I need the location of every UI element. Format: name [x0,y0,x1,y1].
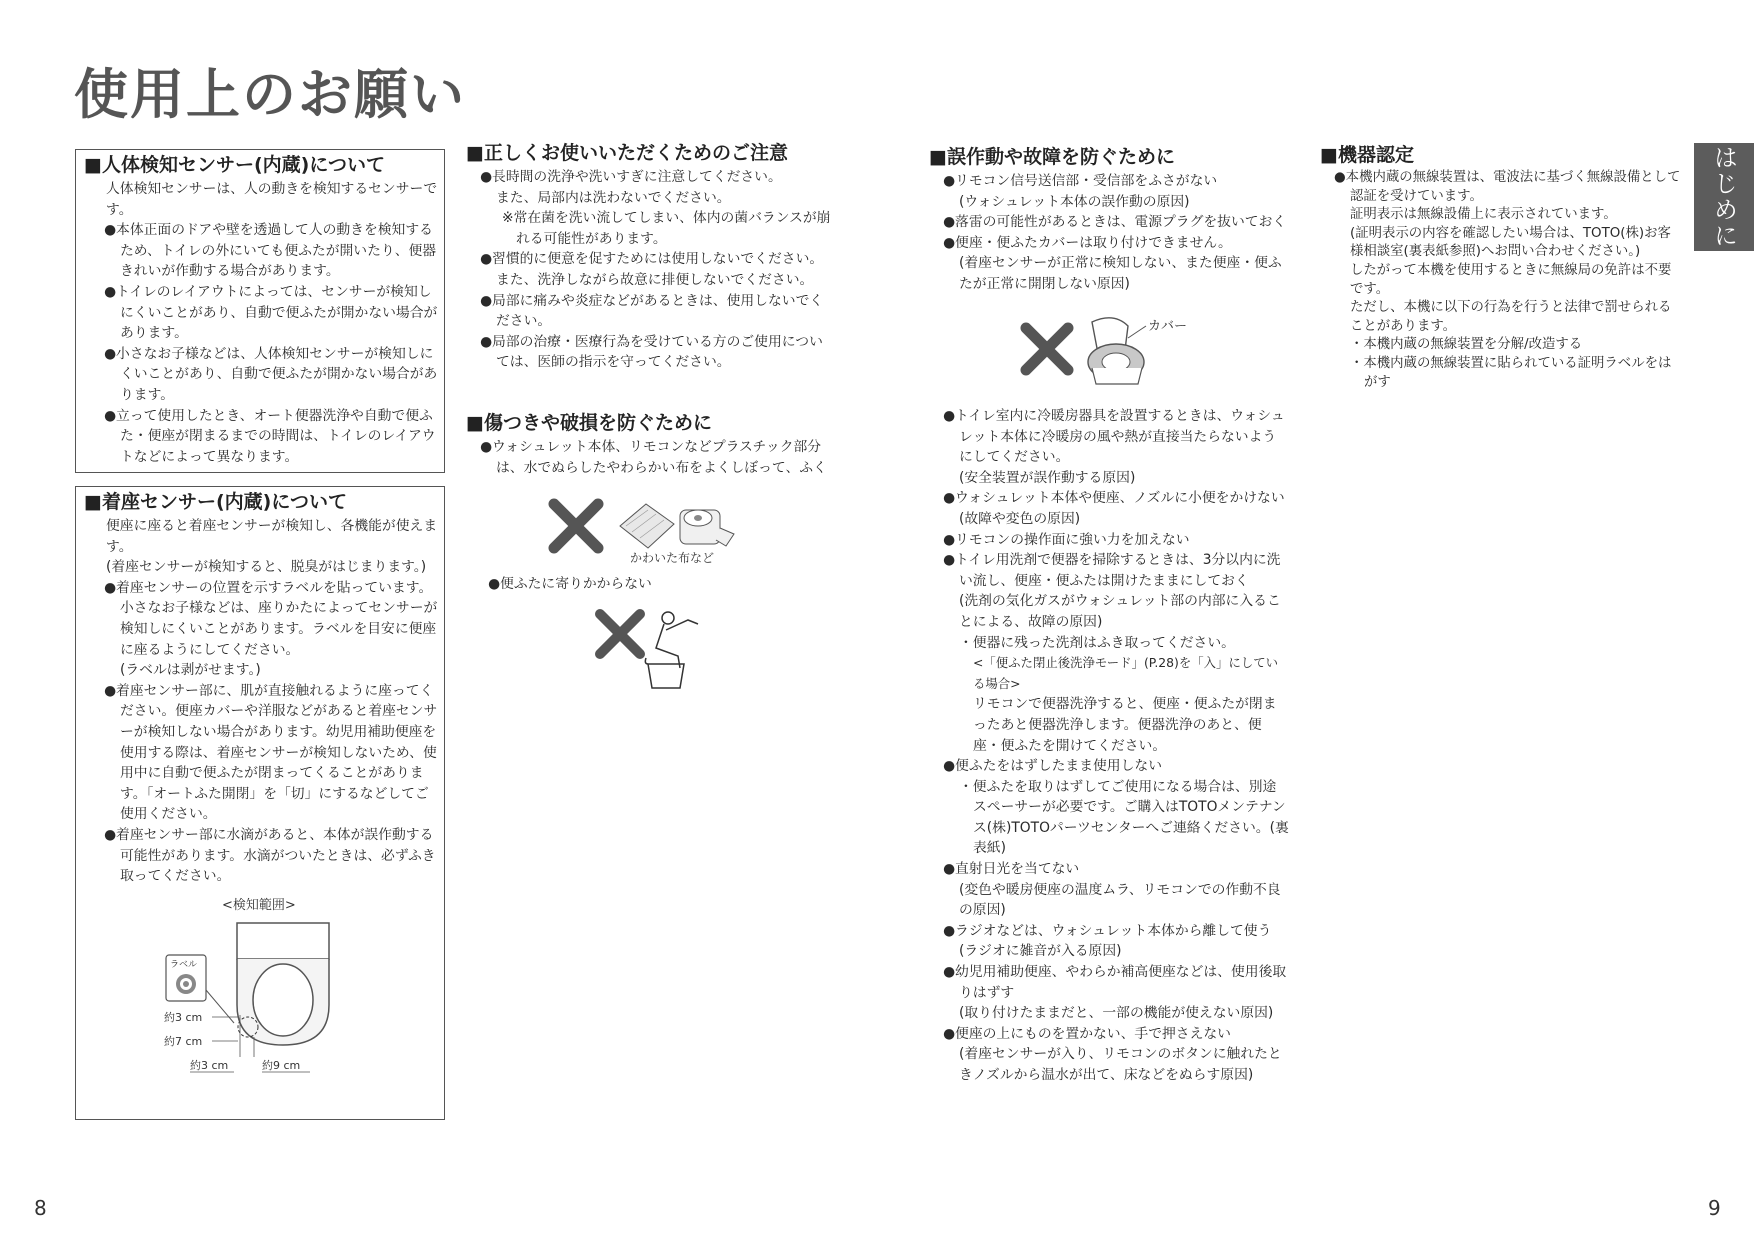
cloth-caption: かわいた布など [630,551,715,565]
certification-sub: ただし、本機に以下の行為を行うと法律で罰せられることがあります。 [1350,300,1672,334]
malfunction-item-sub: (ウォシュレット本体の誤作動の原因) [959,193,1190,210]
certification-sub: 証明表示は無線設備上に表示されています。 [1350,207,1617,223]
malfunction-section-cont [929,406,1289,1086]
certification-section [1320,143,1682,392]
human-sensor-item: ●本体正面のドアや壁を透過して人の動きを検知するため、トイレの外にいても便ふたが開いたり、便器きれいが作動する場合があります。 [104,222,437,280]
malfunction-dot: ・便ふたを取りはずしてご使用になる場合は、別途スペーサーが必要です。ご購入はTOTOメンテナンス(株)TOTOパーツセンターへご連絡ください。(裏表紙) [959,778,1289,857]
dim-label: 約9 cm [262,1059,301,1072]
seat-sensor-intro2: (着座センサーが検知すると、脱臭がはじまります。) [106,559,427,576]
detection-range-diagram [162,895,422,1075]
page-title: 使用上のお願い [74,63,466,126]
no-lean-on-lid-illustration [594,606,704,694]
seat-sensor-item: ●着座センサー部に水滴があると、本体が誤作動する可能性があります。水滴がついたときは、必ずふき取ってください。 [104,826,436,885]
damage-section [466,411,836,478]
damage-heading: ■傷つきや破損を防ぐために [466,412,712,434]
malfunction-item: ●ウォシュレット本体や便座、ノズルに小便をかけない [943,490,1285,507]
certification-sub: したがって本機を使用するときに無線局の免許は不要です。 [1350,262,1672,297]
malfunction-item-sub: (取り付けたままだと、一部の機能が使えない原因) [959,1005,1274,1022]
proper-use-item: ●長時間の洗浄や洗いすぎに注意してください。 [480,169,782,185]
malfunction-item: ●便座の上にものを置かない、手で押さえない [943,1025,1231,1042]
cover-label: カバー [1148,319,1188,334]
certification-dot: ・本機内蔵の無線装置を分解/改造する [1350,337,1583,353]
malfunction-item: ●リモコン信号送信部・受信部をふさがない [943,173,1218,189]
malfunction-item-sub: (着座センサーが入り、リモコンのボタンに触れたときノズルから温水が出て、床などをぬらす原因) [959,1046,1282,1083]
malfunction-item: ●便ふたをはずしたまま使用しない [943,758,1162,775]
page-number-left: 8 [34,1196,47,1220]
human-sensor-heading: ■人体検知センサー(内蔵)について [84,154,385,176]
proper-use-item-sub: また、局部内は洗わないでください。 [496,189,731,206]
certification-sub: (証明表示の内容を確認したい場合は、TOTO(株)お客様相談室(裏表紙参照)へお問い合わせください。) [1350,225,1671,260]
side-tab: はじめに [1694,143,1754,251]
malfunction-item-sub: (変色や暖房便座の温度ムラ、リモコンでの作動不良の原因) [959,881,1281,919]
certification-dot: ・本機内蔵の無線装置に貼られている証明ラベルをはがす [1350,355,1672,390]
dim-label: 約7 cm [164,1035,203,1048]
detection-range-label: <検知範囲> [222,898,296,913]
human-sensor-box [75,149,445,473]
malfunction-heading: ■誤作動や故障を防ぐために [929,146,1175,168]
malfunction-dot-note: <「便ふた閉止後洗浄モード」(P.28)を「入」にしている場合> [973,655,1279,691]
dim-label: 約3 cm [164,1011,203,1024]
malfunction-section [929,145,1289,295]
no-dry-cloth-illustration [548,498,748,568]
prohibited-x-icon [554,504,598,548]
dim-label: 約3 cm [190,1059,229,1072]
seat-sensor-intro: 便座に座ると着座センサーが検知し、各機能が使えます。 [106,518,438,555]
page-number-right: 9 [1708,1196,1721,1220]
proper-use-item: ●習慣的に便意を促すためには使用しないでください。 [480,251,824,268]
seat-sensor-item: ●着座センサーの位置を示すラベルを貼っています。 [104,579,433,596]
malfunction-item: ●トイレ用洗剤で便器を掃除するときは、3分以内に洗い流し、便座・便ふたは開けたままにしておく [943,552,1281,589]
proper-use-item: ●局部に痛みや炎症などがあるときは、使用しないでください。 [480,292,824,330]
malfunction-dot: ・便器に残った洗剤はふき取ってください。 [959,634,1235,651]
malfunction-item-sub: (安全装置が誤作動する原因) [959,469,1136,486]
malfunction-dot-sub: リモコンで便器洗浄すると、便座・便ふたが閉まったあと便器洗浄します。便器洗浄のあと、便座・便ふたを開けてください。 [973,696,1277,754]
malfunction-item-sub: (ラジオに雑音が入る原因) [959,943,1122,960]
proper-use-section [466,141,836,373]
human-sensor-item: ●立って使用したとき、オート便器洗浄や自動で便ふた・便座が閉まるまでの時間は、トイレのレイアウトなどによって異なります。 [104,407,436,465]
seat-sensor-item-sub: 小さなお子様などは、座りかたによってセンサーが検知しにくいことがあります。ラベルを目安に便座に座るようにしてください。 [120,600,438,658]
malfunction-item: ●落雷の可能性があるときは、電源プラグを抜いておく [943,214,1287,231]
label-tag-text: ラベル [170,960,198,970]
seat-sensor-item: ●着座センサー部に、肌が直接触れるように座ってください。便座カバーや洋服などがあると着座センサーが検知しない場合があります。幼児用補助便座を使用する際は、着座センサーが検知しないため、使用中に自動で便ふたが閉まってくることがあります。「オートふた開閉」を「切」にするなどしてご使用ください。 [104,682,438,823]
malfunction-item-sub: (故障や変色の原因) [959,510,1081,527]
malfunction-item-sub: (洗剤の気化ガスがウォシュレット部の内部に入ることによる、故障の原因) [959,593,1281,630]
malfunction-item: ●幼児用補助便座、やわらか補高便座などは、使用後取りはずす [943,964,1287,1001]
person-leaning-icon [645,612,698,688]
human-sensor-intro: 人体検知センサーは、人の動きを検知するセンサーです。 [106,181,438,218]
malfunction-item-sub: (着座センサーが正常に検知しない、また便座・便ふたが正常に開閉しない原因) [959,255,1282,292]
malfunction-item: ●直射日光を当てない [943,861,1080,878]
no-cover-illustration [1020,314,1200,388]
proper-use-note: ※常在菌を洗い流してしまい、体内の菌バランスが崩れる可能性があります。 [502,210,831,247]
human-sensor-item: ●小さなお子様などは、人体検知センサーが検知しにくいことがあり、自動で便ふたが開かない場合があります。 [104,345,438,403]
certification-item: ●本機内蔵の無線装置は、電波法に基づく無線設備として認証を受けています。 [1334,170,1681,204]
malfunction-item: ●ラジオなどは、ウォシュレット本体から離して使う [943,922,1272,939]
proper-use-item-sub: また、洗浄しながら故意に排便しないでください。 [496,271,814,288]
seat-sensor-heading: ■着座センサー(内蔵)について [84,491,347,513]
damage-item: ●便ふたに寄りかからない [488,576,652,592]
damage-item: ●ウォシュレット本体、リモコンなどプラスチック部分は、水でぬらしたやわらかい布をよくしぼって、ふく [480,439,827,476]
certification-heading: ■機器認定 [1320,144,1414,166]
malfunction-item: ●便座・便ふたカバーは取り付けできません。 [943,234,1232,251]
seat-sensor-box [75,486,445,1120]
prohibited-x-icon [600,614,640,654]
prohibited-x-icon [1026,328,1068,370]
seat-sensor-item-sub2: (ラベルは剥がせます。) [120,662,261,679]
malfunction-item: ●リモコンの操作面に強い力を加えない [943,531,1190,548]
seat-with-cover-icon [1088,318,1144,384]
human-sensor-item: ●トイレのレイアウトによっては、センサーが検知しにくいことがあり、自動で便ふたが開かない場合があります。 [104,283,438,342]
malfunction-item: ●トイレ室内に冷暖房器具を設置するときは、ウォシュレット本体に冷暖房の風や熱が直接当たらないようにしてください。 [943,408,1285,466]
proper-use-heading: ■正しくお使いいただくためのご注意 [466,142,788,164]
proper-use-item: ●局部の治療・医療行為を受けている方のご使用については、医師の指示を守ってください。 [480,333,823,371]
